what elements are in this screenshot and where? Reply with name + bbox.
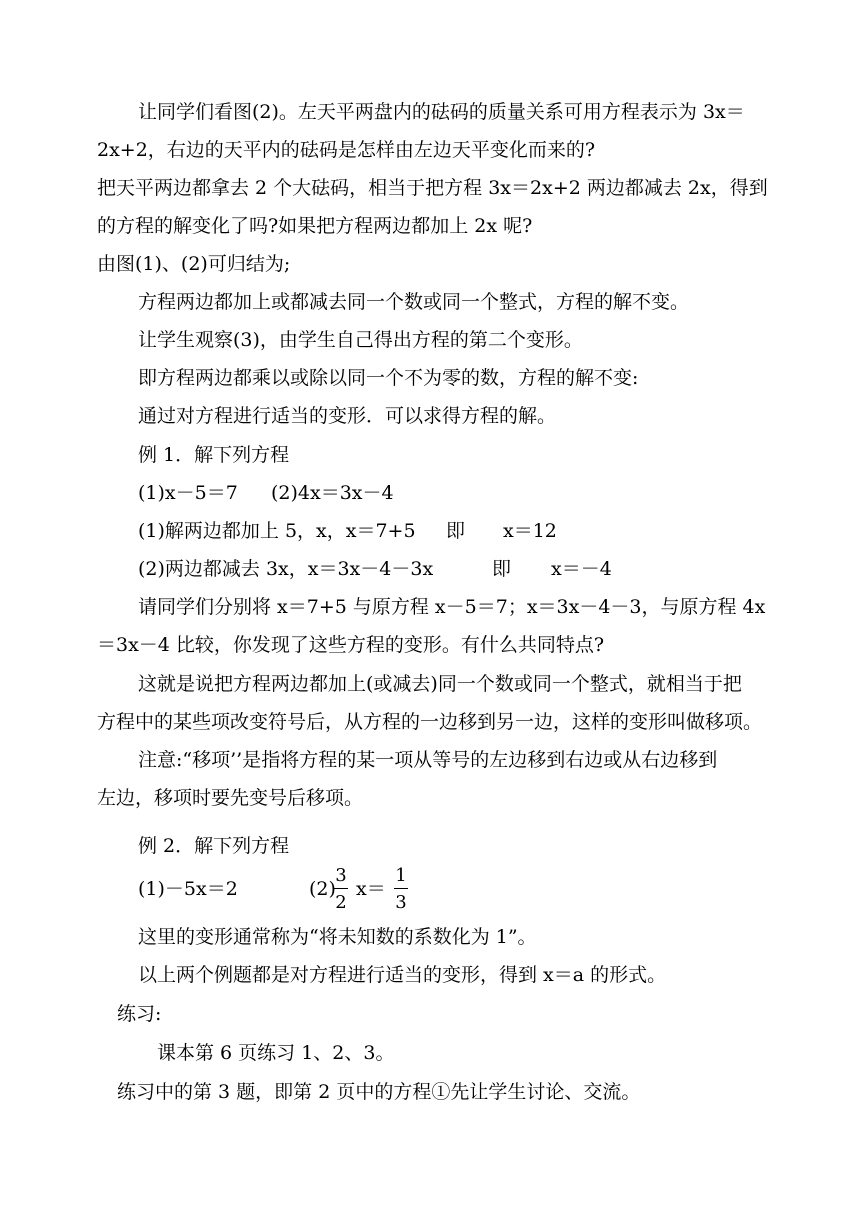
example1-equation-1: (1)x－5＝7	[138, 482, 238, 504]
paragraph-line: 方程中的某些项改变符号后，从方程的一边移到另一边，这样的变形叫做移项。	[97, 711, 763, 733]
fraction-numerator: 1	[395, 865, 407, 886]
fraction-numerator: 3	[335, 865, 347, 886]
fraction-denominator: 2	[335, 892, 347, 913]
example-heading: 例 2．解下列方程	[138, 835, 290, 857]
paragraph-line: 这就是说把方程两边都加上(或减去)同一个数或同一个整式，就相当于把	[138, 673, 742, 695]
paragraph-line: 由图(1)、(2)可归结为;	[97, 253, 291, 275]
example2-equation-2-prefix: (2)	[309, 878, 336, 900]
example2-equation-2-middle: x＝	[356, 878, 386, 900]
paragraph-line: 让同学们看图(2)。左天平两盘内的砝码的质量关系可用方程表示为 3x＝	[138, 101, 745, 123]
paragraph-line: 2x+2，右边的天平内的砝码是怎样由左边天平变化而来的?	[97, 139, 595, 161]
paragraph-line: 注意:“移项’’是指将方程的某一项从等号的左边移到右边或从右边移到	[138, 749, 718, 771]
paragraph-line: 课本第 6 页练习 1、2、3。	[157, 1042, 395, 1064]
paragraph-line: 让学生观察(3)，由学生自己得出方程的第二个变形。	[138, 329, 583, 351]
paragraph-line: 请同学们分别将 x＝7+5 与原方程 x－5＝7；x＝3x－4－3，与原方程 4x	[138, 596, 766, 618]
solution1-result: x＝12	[503, 520, 557, 542]
paragraph-line: 以上两个例题都是对方程进行适当的变形，得到 x＝a 的形式。	[138, 964, 667, 986]
paragraph-line: 这里的变形通常称为“将未知数的系数化为 1”。	[138, 926, 537, 948]
example1-equation-2: (2)4x＝3x－4	[271, 482, 394, 504]
section-heading-practice: 练习:	[117, 1003, 162, 1025]
paragraph-line: 通过对方程进行适当的变形．可以求得方程的解。	[138, 405, 557, 427]
example2-equation-1: (1)－5x＝2	[138, 878, 238, 900]
example-heading: 例 1．解下列方程	[138, 444, 290, 466]
fraction-bar	[394, 888, 408, 889]
solution1-connector: 即	[446, 520, 466, 542]
fraction-denominator: 3	[395, 892, 407, 913]
paragraph-line: 即方程两边都乘以或除以同一个不为零的数，方程的解不变:	[138, 367, 639, 389]
paragraph-line: 的方程的解变化了吗?如果把方程两边都加上 2x 呢?	[97, 215, 533, 237]
solution2-result: x＝－4	[551, 558, 612, 580]
solution2-connector: 即	[492, 558, 512, 580]
paragraph-line: ＝3x－4 比较，你发现了这些方程的变形。有什么共同特点?	[97, 634, 605, 656]
paragraph-line: 把天平两边都拿去 2 个大砝码，相当于把方程 3x＝2x+2 两边都减去 2x，得到	[97, 177, 768, 199]
fraction-bar	[334, 888, 348, 889]
solution1-step: (1)解两边都加上 5，x，x＝7+5	[138, 520, 416, 542]
paragraph-line: 方程两边都加上或都减去同一个数或同一个整式，方程的解不变。	[138, 291, 690, 313]
paragraph-line: 练习中的第 3 题，即第 2 页中的方程①先让学生讨论、交流。	[117, 1081, 641, 1103]
solution2-step: (2)两边都减去 3x，x＝3x－4－3x	[138, 558, 434, 580]
paragraph-line: 左边，移项时要先变号后移项。	[97, 787, 364, 809]
